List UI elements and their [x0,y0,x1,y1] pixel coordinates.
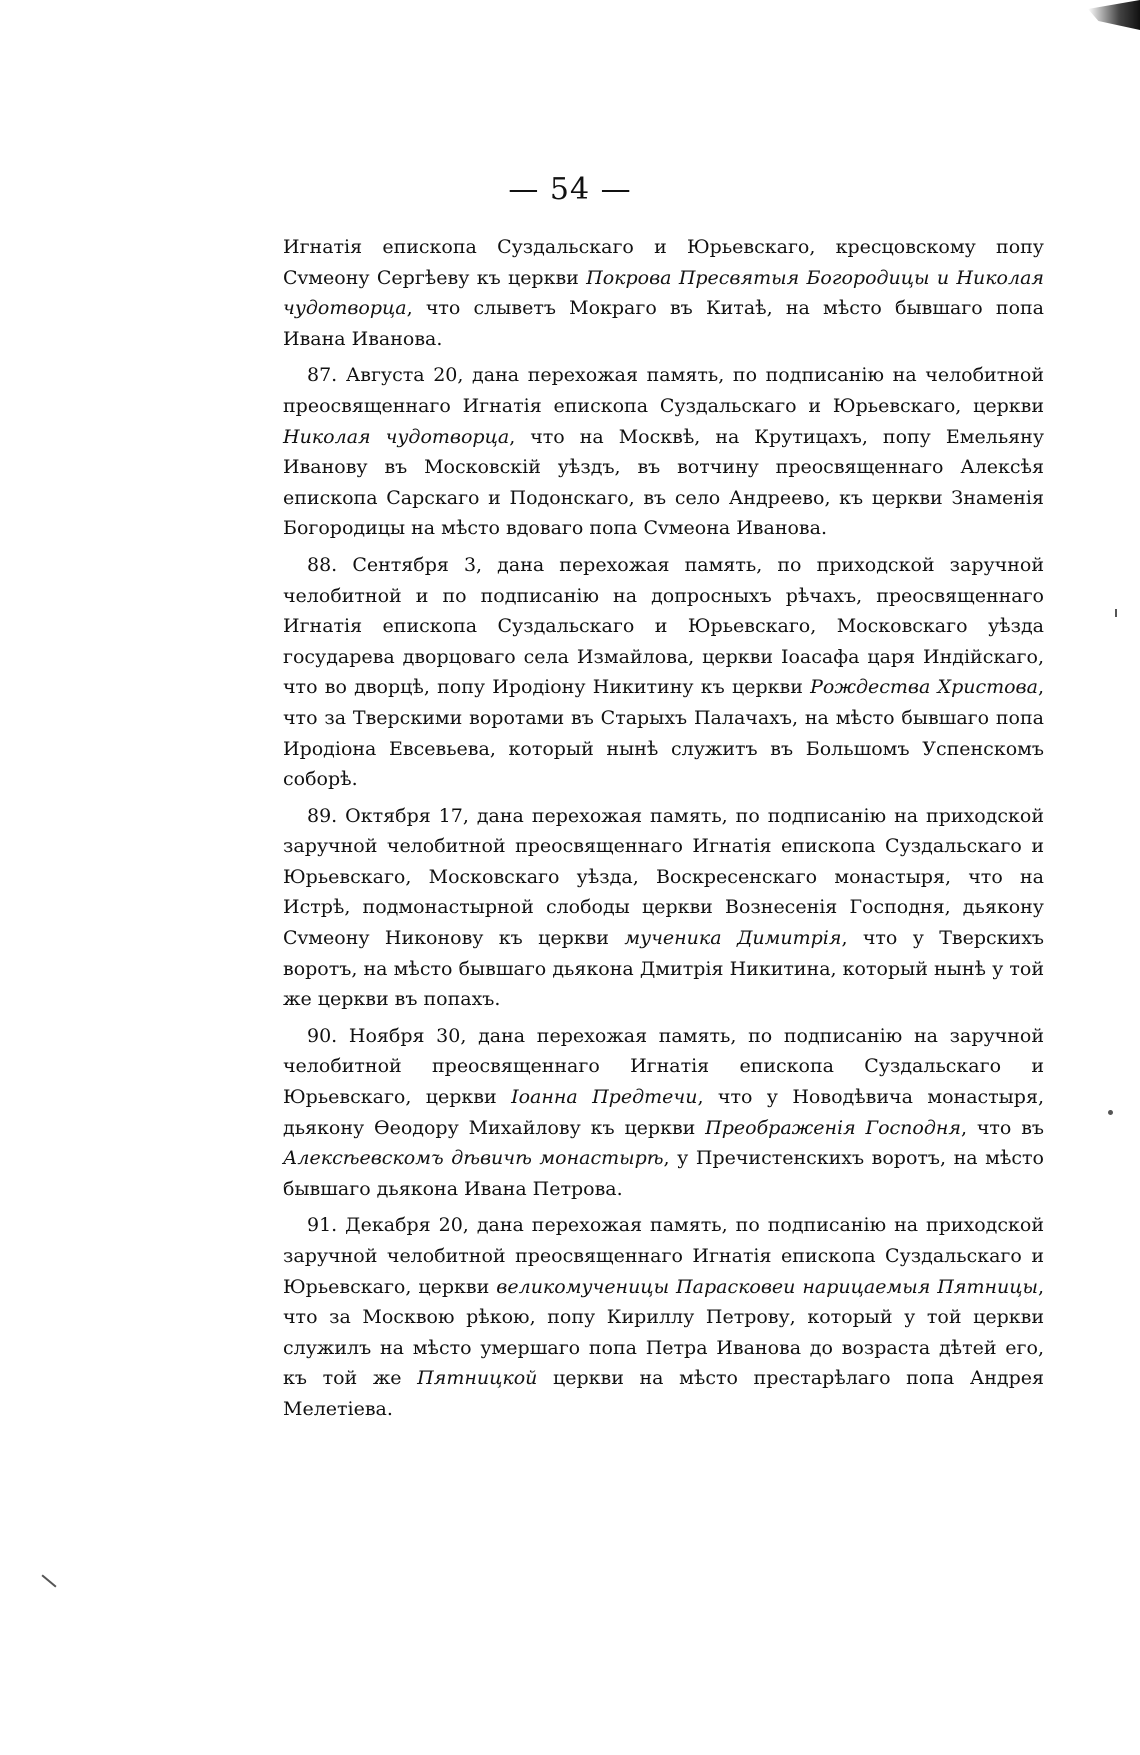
text-segment: , что за Москвою рѣкою, попу Кириллу Петрову, который у той церкви служилъ на мѣсто умершаго попа Петра Иванова до возраста дѣтей его, къ той же [283,1275,1045,1390]
text-segment: 89. Октября 17, дана перехожая память, по подписанію на приходской заручной челобитной преосвященнаго Игнатія епископа Суздальскаго и Юрьевскаго, Московскаго уѣзда, Воскресенскаго монастыря, что на Истрѣ, подмонастырной слободы церкви Вознесенія Господня, дьякону Сvмеону Никонову къ церкви [283,804,1044,950]
text-segment: Игнатія епископа Суздальскаго и Юрьевскаго, кресцовскому попу Сvмеону Сергѣеву къ церкви [283,236,1044,289]
paragraph-86-continued [283,232,1044,354]
italic-segment: Рождества Христова [810,676,1038,699]
paragraph-89 [283,801,1044,1015]
italic-segment: мученика Димитрія [624,927,842,950]
italic-segment: Пятницкой [417,1367,538,1390]
text-segment: церкви на мѣсто престарѣлаго попа Андрея Мелетіева. [283,1367,1044,1420]
page-number: — 54 — [508,172,632,207]
text-segment: , что у Тверскихъ воротъ, на мѣсто бывшаго дьякона Дмитрія Никитина, который нынѣ у той же церкви въ попахъ. [283,927,1044,1011]
italic-segment: великомученицы Парасковеи нарицаемыя Пятницы [496,1275,1038,1298]
text-segment: 87. Августа 20, дана перехожая память, по подписанію на челобитной преосвященнаго Игнатія епископа Суздальскаго и Юрьевскаго, церкви [283,364,1044,417]
text-segment: 91. Декабря 20, дана перехожая память, по подписанію на приходской заручной челобитной преосвященнаго Игнатія епископа Суздальскаго и Юрьевскаго, церкви [283,1214,1044,1298]
paragraph-87 [283,360,1044,544]
italic-segment: Преображенія Господня [705,1116,961,1139]
italic-segment: Николая чудотворца [283,425,510,448]
text-segment: 88. Сентября 3, дана перехожая память, по приходской заручной челобитной и по подписанію на допросныхъ рѣчахъ, преосвященнаго Игнатія епископа Суздальскаго и Юрьевскаго, Московскаго уѣзда государева дворцоваго села Измайлова, церкви Іоасафа царя Индійскаго, что во дворцѣ, попу Иродіону Никитину къ церкви [283,553,1044,699]
text-column [283,232,1044,1431]
paragraph-90 [283,1021,1044,1205]
scan-speck [1108,1110,1113,1115]
text-segment: , что въ [960,1116,1044,1139]
paragraph-91 [283,1210,1044,1424]
scan-speck [1115,609,1117,617]
text-segment: , у Пречистенскихъ воротъ, на мѣсто бывшаго дьякона Ивана Петрова. [283,1147,1044,1200]
text-segment: , что за Тверскими воротами въ Старыхъ Палачахъ, на мѣсто бывшаго попа Иродіона Евсевьева, который нынѣ служитъ въ Большомъ Успенскомъ соборѣ. [283,676,1044,791]
italic-segment: Покрова Пресвятыя Богородицы и Николая чудотворца [283,266,1044,320]
italic-segment: Алексѣевскомъ дѣвичѣ монастырѣ [283,1147,664,1170]
text-segment: 90. Ноября 30, дана перехожая память, по подписанію на заручной челобитной преосвященнаго Игнатія епископа Суздальскаго и Юрьевскаго, церкви [283,1024,1044,1109]
text-segment: , что слыветъ Мокраго въ Китаѣ, на мѣсто бывшаго попа Ивана Иванова. [283,297,1044,350]
paragraph-88 [283,550,1044,795]
scan-speck [41,1574,56,1587]
italic-segment: Іоанна Предтечи [511,1086,698,1109]
text-segment: , что у Новодѣвича монастыря, дьякону Ѳеодору Михайлову къ церкви [283,1086,1044,1139]
scan-artifact [1088,0,1140,30]
text-segment: , что на Москвѣ, на Крутицахъ, попу Емельяну Иванову въ Московскій уѣздъ, въ вотчину преосвященнаго Алексѣя епископа Сарскаго и Подонскаго, въ село Андреево, къ церкви Знаменія Богородицы на мѣсто вдоваго попа Сvмеона Иванова. [283,425,1044,540]
